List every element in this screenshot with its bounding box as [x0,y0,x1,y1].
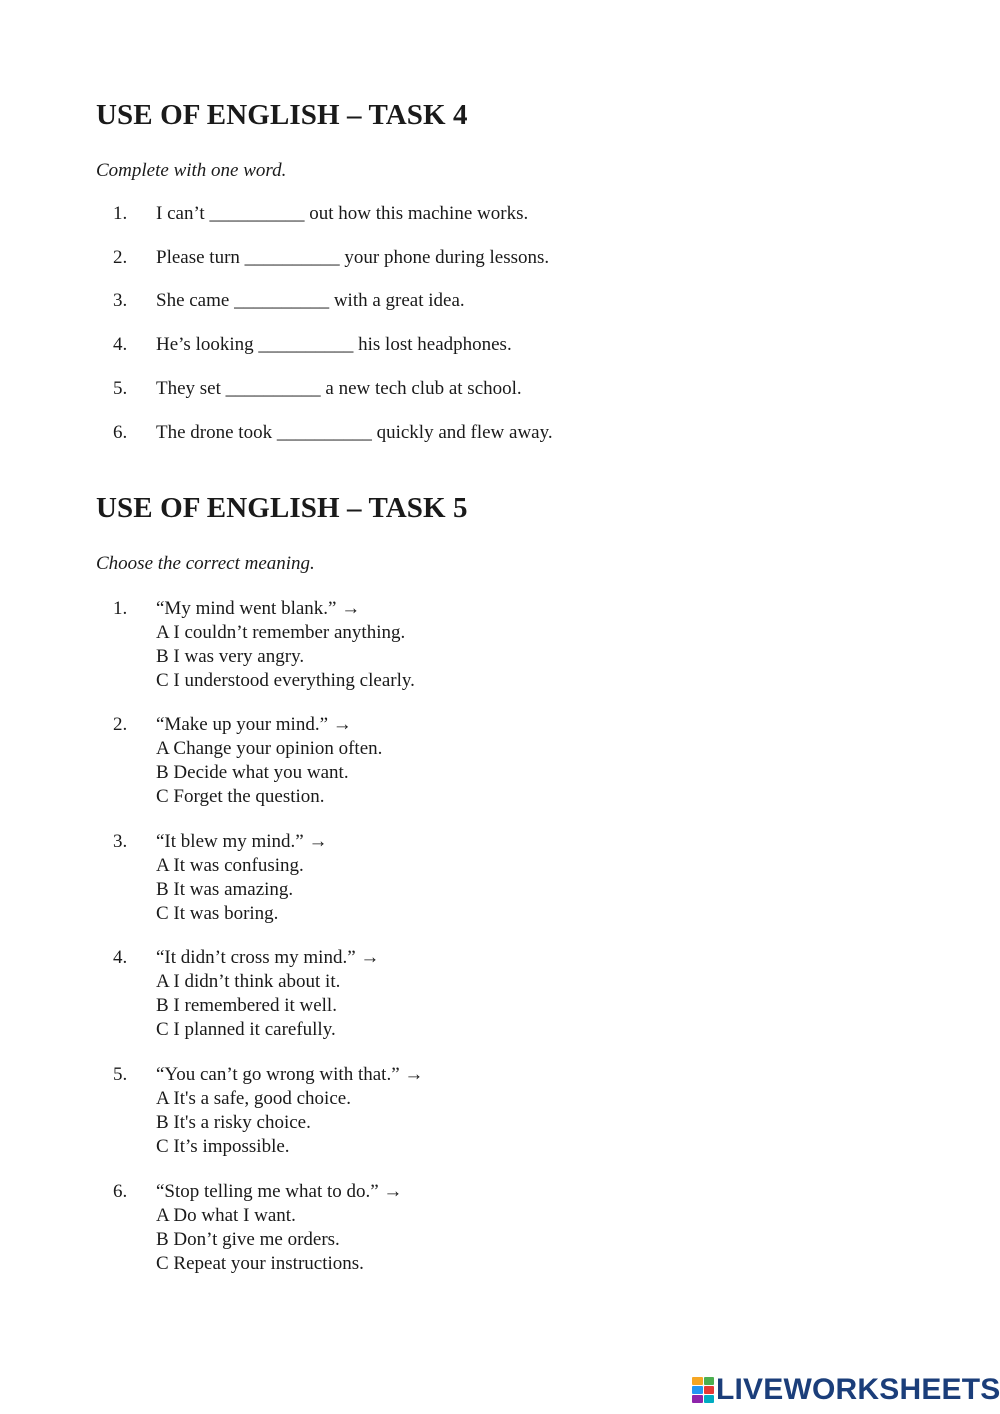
item-sentence: She came __________ with a great idea. [156,290,465,311]
item-sentence: The drone took __________ quickly and flew away. [156,422,553,443]
option-b: B It was amazing. [156,879,294,900]
option-b: B I remembered it well. [156,995,337,1016]
item-prompt: “Make up your mind.” → [156,714,352,735]
option-a: A Change your opinion often. [156,738,383,759]
item-prompt: “It didn’t cross my mind.” → [156,947,380,968]
item-number: 3. [113,831,128,852]
option-a: A I didn’t think about it. [156,971,341,992]
option-a: A I couldn’t remember anything. [156,622,406,643]
option-c: C It’s impossible. [156,1136,290,1157]
item-number: 2. [113,247,128,268]
task4-instruction: Complete with one word. [96,160,287,181]
task4-title: USE OF ENGLISH – TASK 4 [96,99,468,131]
item-number: 1. [113,203,128,224]
option-c: C I understood everything clearly. [156,670,415,691]
item-number: 6. [113,422,128,443]
item-sentence: He’s looking __________ his lost headphones. [156,334,512,355]
logo-text: LIVEWORKSHEETS [716,1373,1000,1406]
option-a: A Do what I want. [156,1205,296,1226]
option-b: B It's a risky choice. [156,1112,311,1133]
task5-instruction: Choose the correct meaning. [96,553,315,574]
task5-title: USE OF ENGLISH – TASK 5 [96,492,468,524]
item-number: 2. [113,714,128,735]
option-a: A It's a safe, good choice. [156,1088,351,1109]
item-number: 6. [113,1181,128,1202]
item-prompt: “Stop telling me what to do.” → [156,1181,403,1202]
item-number: 3. [113,290,128,311]
item-number: 5. [113,1064,128,1085]
option-b: B Don’t give me orders. [156,1229,340,1250]
item-sentence: Please turn __________ your phone during lessons. [156,247,550,268]
option-a: A It was confusing. [156,855,304,876]
item-prompt: “It blew my mind.” → [156,831,328,852]
liveworksheets-mark-icon [692,1377,714,1403]
item-number: 4. [113,334,128,355]
option-b: B Decide what you want. [156,762,349,783]
item-number: 5. [113,378,128,399]
option-c: C Repeat your instructions. [156,1253,364,1274]
item-number: 4. [113,947,128,968]
option-c: C I planned it carefully. [156,1019,336,1040]
item-prompt: “My mind went blank.” → [156,598,361,619]
item-prompt: “You can’t go wrong with that.” → [156,1064,424,1085]
option-b: B I was very angry. [156,646,305,667]
liveworksheets-logo [692,1374,1000,1406]
item-sentence: I can’t __________ out how this machine works. [156,203,529,224]
option-c: C It was boring. [156,903,279,924]
option-c: C Forget the question. [156,786,325,807]
item-number: 1. [113,598,128,619]
item-sentence: They set __________ a new tech club at school. [156,378,522,399]
